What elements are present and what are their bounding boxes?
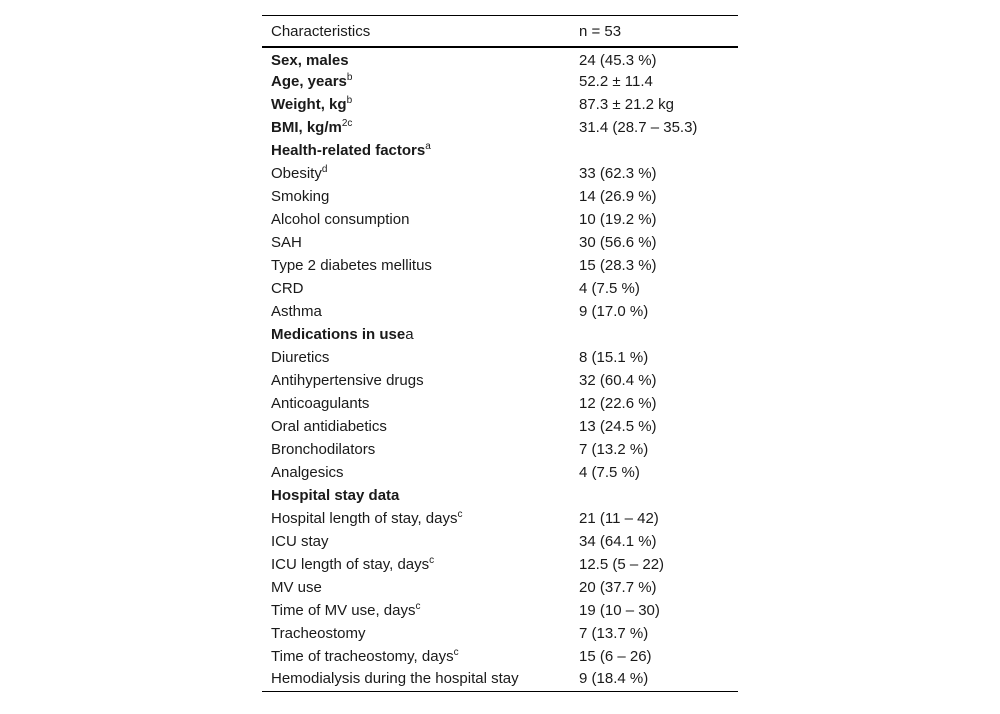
row-value: 14 (26.9 %) xyxy=(579,188,657,205)
row-value: 12.5 (5 – 22) xyxy=(579,556,665,573)
table-row xyxy=(262,116,738,139)
row-label xyxy=(262,300,570,323)
header-n: n = 53 xyxy=(579,22,622,40)
row-label-text: Obesity xyxy=(271,165,322,182)
row-value: 7 (13.2 %) xyxy=(579,441,649,458)
table-row xyxy=(262,93,738,116)
row-label-text: Tracheostomy xyxy=(271,625,366,642)
row-label xyxy=(262,369,570,392)
row-label-suffix: a xyxy=(405,326,414,343)
row-label-text: Type 2 diabetes mellitus xyxy=(271,257,432,274)
row-value: 30 (56.6 %) xyxy=(579,234,657,251)
table-row xyxy=(262,47,738,70)
row-label-text: Asthma xyxy=(271,303,322,320)
table-row xyxy=(262,507,738,530)
table-row xyxy=(262,438,738,461)
row-label xyxy=(262,139,570,162)
row-value: 21 (11 – 42) xyxy=(579,510,659,527)
table-row xyxy=(262,231,738,254)
table-row xyxy=(262,277,738,300)
row-value xyxy=(570,484,738,507)
row-label-text: Smoking xyxy=(271,188,330,205)
row-label xyxy=(262,323,570,346)
table-row xyxy=(262,392,738,415)
row-label-text: Anticoagulants xyxy=(271,395,370,412)
table-row xyxy=(262,346,738,369)
row-label xyxy=(262,438,570,461)
row-label-text: ICU stay xyxy=(271,533,329,550)
table-row xyxy=(262,668,738,691)
row-label xyxy=(262,599,570,622)
header-row xyxy=(262,16,738,48)
table-row xyxy=(262,70,738,93)
row-label-text: Health-related factors xyxy=(271,142,426,159)
row-label xyxy=(262,576,570,599)
row-label-footnote: c xyxy=(429,555,435,566)
table-row xyxy=(262,599,738,622)
row-label xyxy=(262,208,570,231)
row-value: 32 (60.4 %) xyxy=(579,372,657,389)
row-label xyxy=(262,162,570,185)
table-row xyxy=(262,484,738,507)
row-value: 7 (13.7 %) xyxy=(579,625,649,642)
row-label xyxy=(262,93,570,116)
row-label-text: MV use xyxy=(271,579,322,596)
row-value: 4 (7.5 %) xyxy=(579,464,640,481)
table-row xyxy=(262,323,738,346)
row-value: 19 (10 – 30) xyxy=(579,602,660,619)
row-value: 34 (64.1 %) xyxy=(579,533,657,550)
row-label-text: BMI, kg/m xyxy=(271,119,342,136)
row-label xyxy=(262,277,570,300)
table-row xyxy=(262,553,738,576)
table-body xyxy=(262,47,738,691)
row-value: 24 (45.3 %) xyxy=(579,51,657,69)
row-label-footnote: d xyxy=(321,164,328,175)
row-label xyxy=(262,484,570,507)
row-value xyxy=(570,139,738,162)
table-row xyxy=(262,162,738,185)
row-label-footnote: a xyxy=(425,141,431,152)
characteristics-table xyxy=(262,15,738,692)
row-label xyxy=(262,70,570,93)
table-header xyxy=(262,16,738,48)
row-label-text: Medications in use xyxy=(271,326,406,343)
row-label-text: Sex, males xyxy=(271,51,349,69)
row-label-footnote: c xyxy=(453,647,459,658)
row-label xyxy=(262,507,570,530)
row-label-text: Time of tracheostomy, days xyxy=(271,648,454,665)
table-row xyxy=(262,254,738,277)
row-label xyxy=(262,645,570,668)
row-value: 10 (19.2 %) xyxy=(579,211,657,228)
table-row xyxy=(262,369,738,392)
table-row xyxy=(262,576,738,599)
row-value: 4 (7.5 %) xyxy=(579,280,640,297)
row-label xyxy=(262,116,570,139)
row-label-text: Age, years xyxy=(271,73,347,90)
row-label-text: CRD xyxy=(271,280,304,297)
row-label-text: Bronchodilators xyxy=(271,441,376,458)
row-value: 12 (22.6 %) xyxy=(579,395,657,412)
row-value: 20 (37.7 %) xyxy=(579,579,657,596)
table-row xyxy=(262,622,738,645)
row-label xyxy=(262,47,570,70)
row-label-footnote: c xyxy=(457,509,463,520)
row-label xyxy=(262,530,570,553)
table-row xyxy=(262,645,738,668)
row-value: 52.2 ± 11.4 xyxy=(579,73,653,90)
row-label-footnote: 2c xyxy=(341,118,353,129)
row-value: 87.3 ± 21.2 kg xyxy=(579,96,674,113)
table-row xyxy=(262,300,738,323)
row-label xyxy=(262,553,570,576)
row-label xyxy=(262,461,570,484)
row-value xyxy=(570,323,738,346)
row-label xyxy=(262,392,570,415)
row-label-text: Hospital stay data xyxy=(271,487,400,504)
row-label-footnote: b xyxy=(346,72,353,83)
row-value: 31.4 (28.7 – 35.3) xyxy=(579,119,698,136)
header-characteristics: Characteristics xyxy=(271,22,371,40)
table-row xyxy=(262,185,738,208)
row-value: 9 (18.4 %) xyxy=(579,669,649,687)
row-label-text: Time of MV use, days xyxy=(271,602,416,619)
row-label-text: Weight, kg xyxy=(271,96,347,113)
row-value: 9 (17.0 %) xyxy=(579,303,649,320)
row-label-footnote: b xyxy=(346,95,353,106)
row-label-text: Oral antidiabetics xyxy=(271,418,387,435)
table-row xyxy=(262,208,738,231)
row-value: 13 (24.5 %) xyxy=(579,418,657,435)
table-row xyxy=(262,415,738,438)
row-label-text: Analgesics xyxy=(271,464,344,481)
row-label-text: Antihypertensive drugs xyxy=(271,372,424,389)
row-label-text: SAH xyxy=(271,234,302,251)
row-label-text: Hospital length of stay, days xyxy=(271,510,458,527)
row-label-text: ICU length of stay, days xyxy=(271,556,430,573)
row-label xyxy=(262,231,570,254)
row-label xyxy=(262,254,570,277)
table-row xyxy=(262,139,738,162)
table-row xyxy=(262,461,738,484)
row-value: 15 (6 – 26) xyxy=(579,648,652,665)
characteristics-table-container xyxy=(262,15,738,692)
row-label-text: Hemodialysis during the hospital stay xyxy=(271,669,519,687)
row-label xyxy=(262,415,570,438)
row-label-text: Diuretics xyxy=(271,349,330,366)
row-value: 8 (15.1 %) xyxy=(579,349,649,366)
row-label xyxy=(262,668,570,691)
table-row xyxy=(262,530,738,553)
row-value: 15 (28.3 %) xyxy=(579,257,657,274)
row-label xyxy=(262,346,570,369)
row-value: 33 (62.3 %) xyxy=(579,165,657,182)
row-label xyxy=(262,622,570,645)
row-label-text: Alcohol consumption xyxy=(271,211,410,228)
row-label xyxy=(262,185,570,208)
row-label-footnote: c xyxy=(415,601,421,612)
